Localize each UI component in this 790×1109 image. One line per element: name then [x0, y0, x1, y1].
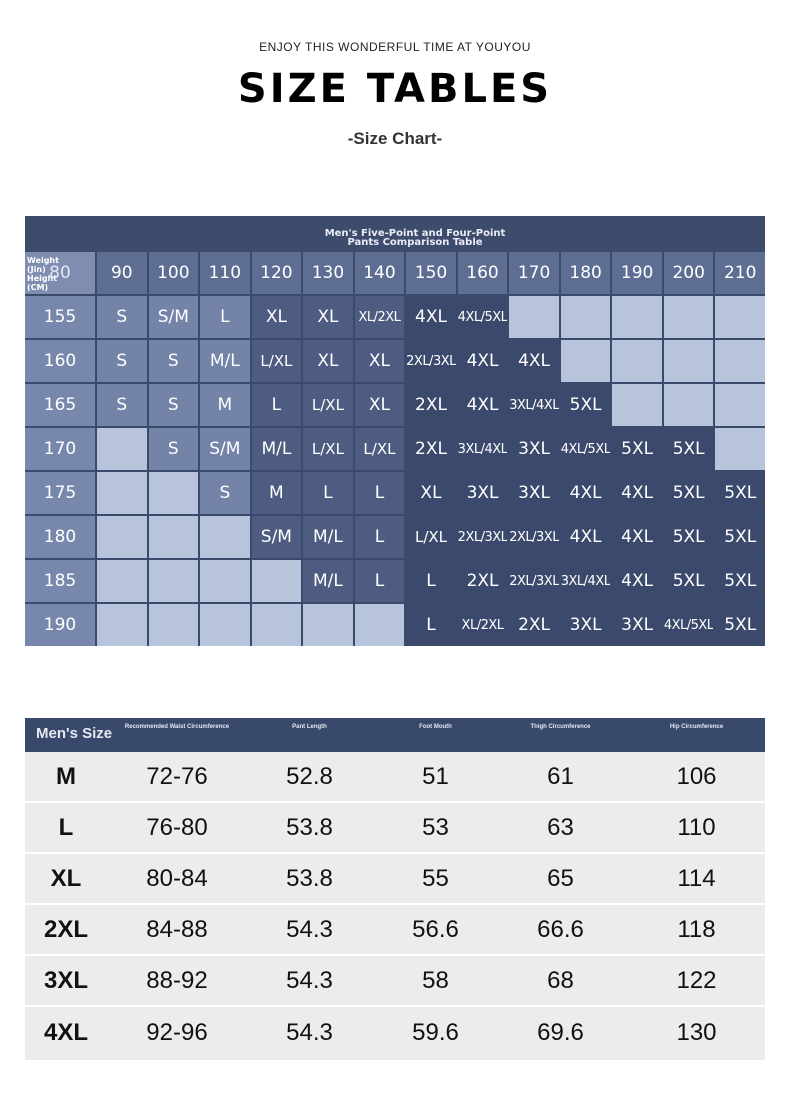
corner-label-line: (CM): [27, 283, 49, 292]
size-cell: 5XL: [664, 472, 714, 514]
size-cell: L/XL: [303, 384, 353, 426]
size-cell: 3XL: [458, 472, 508, 514]
size-cell: L: [406, 604, 456, 646]
size-label: 4XL: [43, 1018, 88, 1046]
caption-line: Pants Comparison Table: [347, 237, 483, 248]
size-cell: 4XL: [612, 560, 662, 602]
empty-cell: [200, 516, 250, 558]
height-header: 170: [25, 428, 95, 470]
empty-cell: [664, 340, 714, 382]
weight-header: 120: [252, 252, 302, 294]
measurement-value: 130: [676, 1018, 717, 1046]
weight-header: 190: [612, 252, 662, 294]
weight-header: 160: [458, 252, 508, 294]
weight-header: 150: [406, 252, 456, 294]
corner-label-line: Height: [27, 274, 58, 283]
size-cell: 4XL: [406, 296, 456, 338]
table-body: [25, 752, 765, 1058]
empty-cell: [612, 384, 662, 426]
size-cell: XL/2XL: [355, 296, 405, 338]
size-cell: S: [149, 384, 199, 426]
size-cell: 5XL: [715, 516, 765, 558]
empty-cell: [252, 560, 302, 602]
size-cell: 4XL: [561, 472, 611, 514]
measurement-value: 51: [422, 762, 449, 790]
empty-cell: [200, 560, 250, 602]
size-cell: S/M: [149, 296, 199, 338]
measurement-value: 56.6: [412, 915, 459, 943]
size-cell: L: [252, 384, 302, 426]
corner-label-line: (Jin): [27, 265, 46, 274]
table-row: [25, 1007, 765, 1058]
size-cell: 4XL/5XL: [561, 428, 611, 470]
size-cell: S: [97, 384, 147, 426]
measurement-value: 80-84: [146, 864, 208, 892]
size-cell: XL: [355, 384, 405, 426]
size-cell: S: [200, 472, 250, 514]
size-cell: L: [355, 560, 405, 602]
weight-header: 100: [149, 252, 199, 294]
size-cell: 2XL/3XL: [458, 516, 508, 558]
size-cell: L: [200, 296, 250, 338]
size-cell: S: [97, 340, 147, 382]
empty-cell: [97, 428, 147, 470]
column-header: Hip Circumference: [669, 724, 724, 730]
comparison-grid: [25, 252, 765, 646]
column-header: Thigh Circumference: [530, 724, 591, 730]
size-cell: 2XL/3XL: [509, 560, 559, 602]
size-cell: L: [355, 472, 405, 514]
size-cell: 5XL: [664, 560, 714, 602]
size-cell: 5XL: [612, 428, 662, 470]
size-cell: M/L: [303, 516, 353, 558]
column-header: Men's Size: [36, 725, 113, 742]
size-cell: 3XL/4XL: [509, 384, 559, 426]
empty-cell: [355, 604, 405, 646]
size-cell: 3XL/4XL: [458, 428, 508, 470]
corner-label-line: Weight: [27, 256, 59, 265]
weight-header: 110: [200, 252, 250, 294]
empty-cell: [252, 604, 302, 646]
measurement-value: 52.8: [286, 762, 333, 790]
size-cell: XL: [303, 340, 353, 382]
size-cell: 3XL/4XL: [561, 560, 611, 602]
measurement-value: 68: [547, 966, 574, 994]
size-comparison-table: [25, 216, 765, 646]
tagline: ENJOY THIS WONDERFUL TIME AT YOUYOU: [259, 40, 531, 54]
empty-cell: [715, 296, 765, 338]
measurement-value: 92-96: [146, 1018, 208, 1046]
size-cell: 5XL: [561, 384, 611, 426]
size-cell: 5XL: [715, 560, 765, 602]
size-cell: S: [149, 340, 199, 382]
size-cell: 4XL/5XL: [458, 296, 508, 338]
size-cell: L/XL: [252, 340, 302, 382]
empty-cell: [715, 340, 765, 382]
size-label: XL: [50, 864, 82, 892]
height-header: 185: [25, 560, 95, 602]
measurement-value: 106: [676, 762, 717, 790]
weight-header: 210: [715, 252, 765, 294]
size-cell: L/XL: [303, 428, 353, 470]
measurement-value: 114: [677, 864, 716, 892]
empty-cell: [200, 604, 250, 646]
empty-cell: [561, 296, 611, 338]
size-cell: 4XL: [509, 340, 559, 382]
measurement-table: [25, 718, 765, 1060]
size-cell: XL/2XL: [458, 604, 508, 646]
size-cell: 2XL: [406, 428, 456, 470]
measurement-value: 54.3: [286, 1018, 333, 1046]
size-cell: 2XL/3XL: [509, 516, 559, 558]
measurement-value: 54.3: [286, 966, 333, 994]
size-cell: M: [252, 472, 302, 514]
empty-cell: [509, 296, 559, 338]
measurement-value: 69.6: [537, 1018, 584, 1046]
size-cell: 3XL: [561, 604, 611, 646]
measurement-value: 65: [547, 864, 574, 892]
size-cell: 5XL: [715, 472, 765, 514]
size-cell: 4XL/5XL: [664, 604, 714, 646]
measurement-value: 110: [677, 813, 716, 841]
measurement-value: 88-92: [146, 966, 208, 994]
caption-line: Men's Five-Point and Four-Point: [324, 228, 506, 239]
height-header: 155: [25, 296, 95, 338]
size-cell: M: [200, 384, 250, 426]
measurement-value: 63: [547, 813, 574, 841]
corner-cell: 80 Weight (Jin) Height (CM): [25, 252, 95, 294]
table-row: [25, 956, 765, 1007]
empty-cell: [97, 472, 147, 514]
size-cell: M/L: [200, 340, 250, 382]
size-cell: 2XL: [509, 604, 559, 646]
size-cell: XL: [406, 472, 456, 514]
height-header: 165: [25, 384, 95, 426]
empty-cell: [612, 340, 662, 382]
size-cell: S: [97, 296, 147, 338]
column-header: Foot Mouth: [419, 724, 452, 730]
empty-cell: [612, 296, 662, 338]
size-cell: 4XL: [458, 384, 508, 426]
size-cell: XL: [303, 296, 353, 338]
empty-cell: [97, 516, 147, 558]
size-label: L: [58, 813, 74, 841]
measurement-value: 72-76: [146, 762, 208, 790]
size-cell: 2XL/3XL: [406, 340, 456, 382]
corner-label: [27, 256, 59, 292]
size-label: 3XL: [43, 966, 88, 994]
measurement-value: 66.6: [537, 915, 584, 943]
empty-cell: [715, 384, 765, 426]
size-cell: XL: [355, 340, 405, 382]
size-cell: S: [149, 428, 199, 470]
measurement-value: 59.6: [412, 1018, 459, 1046]
measurement-value: 53.8: [286, 864, 333, 892]
page-title: SIZE TABLES: [237, 66, 553, 112]
column-header: Recommended Waist Circumference: [124, 724, 230, 730]
page-subtitle: -Size Chart-: [347, 129, 443, 148]
measurement-value: 53.8: [286, 813, 333, 841]
measurement-value: 54.3: [286, 915, 333, 943]
table-caption: [25, 216, 765, 252]
size-cell: 5XL: [664, 516, 714, 558]
empty-cell: [149, 560, 199, 602]
measurement-value: 53: [422, 813, 449, 841]
size-cell: 2XL: [406, 384, 456, 426]
empty-cell: [664, 296, 714, 338]
size-cell: 3XL: [612, 604, 662, 646]
height-header: 180: [25, 516, 95, 558]
size-cell: 3XL: [509, 428, 559, 470]
height-header: 175: [25, 472, 95, 514]
weight-header: 200: [664, 252, 714, 294]
size-cell: M/L: [252, 428, 302, 470]
weight-header: 90: [97, 252, 147, 294]
measurement-value: 84-88: [146, 915, 208, 943]
measurement-value: 118: [677, 915, 716, 943]
size-cell: 4XL: [561, 516, 611, 558]
empty-cell: [149, 516, 199, 558]
size-cell: XL: [252, 296, 302, 338]
empty-cell: [664, 384, 714, 426]
weight-header: 130: [303, 252, 353, 294]
table-row: [25, 803, 765, 854]
size-cell: 5XL: [664, 428, 714, 470]
size-cell: 4XL: [612, 472, 662, 514]
measurement-value: 76-80: [146, 813, 208, 841]
table-row: [25, 752, 765, 803]
size-cell: 5XL: [715, 604, 765, 646]
empty-cell: [149, 604, 199, 646]
size-cell: S/M: [200, 428, 250, 470]
empty-cell: [561, 340, 611, 382]
size-label: 2XL: [43, 915, 88, 943]
size-cell: L/XL: [355, 428, 405, 470]
size-cell: 4XL: [612, 516, 662, 558]
size-cell: L: [355, 516, 405, 558]
table-row: [25, 854, 765, 905]
table-row: [25, 905, 765, 956]
height-header: 160: [25, 340, 95, 382]
size-cell: M/L: [303, 560, 353, 602]
measurement-value: 58: [422, 966, 449, 994]
size-cell: 4XL: [458, 340, 508, 382]
measurement-value: 55: [422, 864, 449, 892]
size-cell: S/M: [252, 516, 302, 558]
empty-cell: [149, 472, 199, 514]
empty-cell: [303, 604, 353, 646]
measurement-value: 61: [547, 762, 574, 790]
table-header-row: [25, 718, 765, 752]
size-cell: L: [406, 560, 456, 602]
weight-header: 170: [509, 252, 559, 294]
height-header: 190: [25, 604, 95, 646]
weight-header: 140: [355, 252, 405, 294]
empty-cell: [97, 604, 147, 646]
weight-header: 180: [561, 252, 611, 294]
column-header: Pant Length: [292, 724, 327, 730]
size-cell: 3XL: [509, 472, 559, 514]
size-cell: L: [303, 472, 353, 514]
size-cell: L/XL: [406, 516, 456, 558]
empty-cell: [715, 428, 765, 470]
size-label: M: [56, 762, 76, 790]
measurement-value: 122: [676, 966, 717, 994]
empty-cell: [97, 560, 147, 602]
size-cell: 2XL: [458, 560, 508, 602]
